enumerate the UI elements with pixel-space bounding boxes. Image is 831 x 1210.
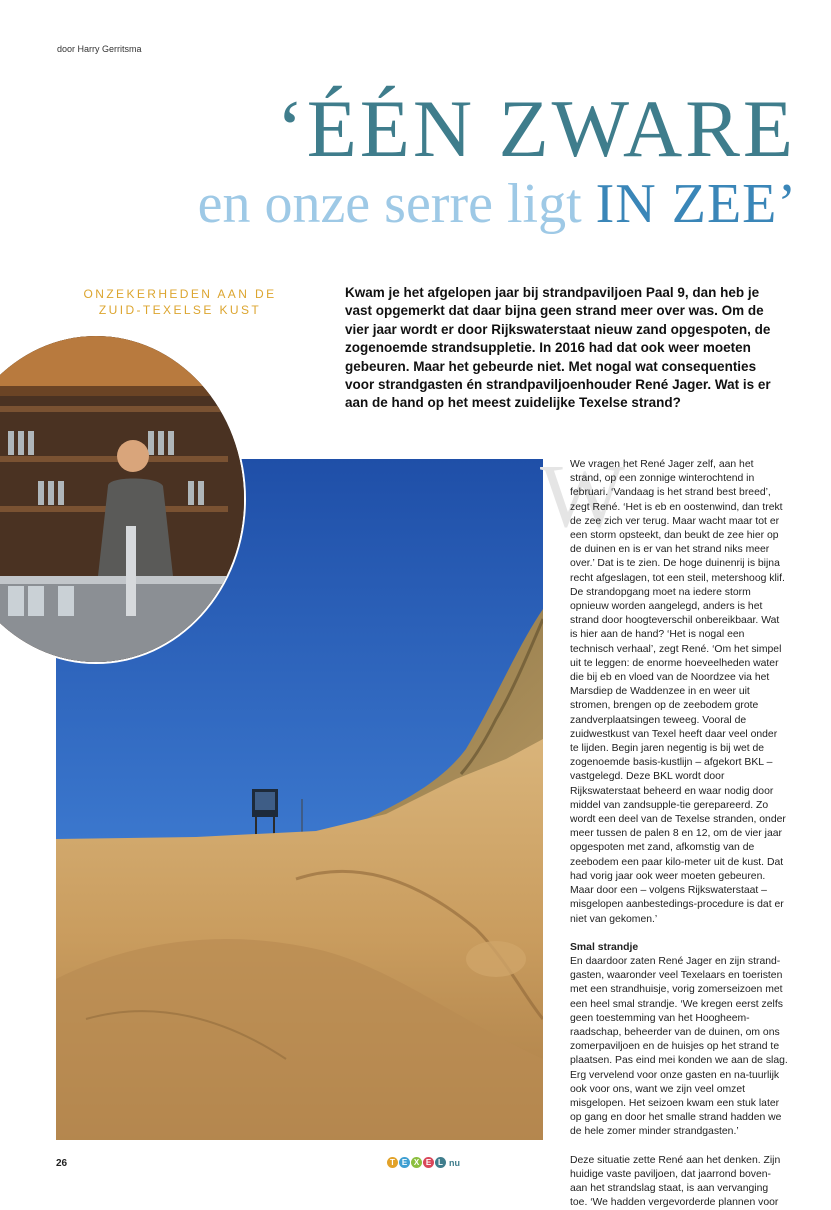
logo-letter-x: X	[411, 1157, 422, 1168]
logo-letter-t: T	[387, 1157, 398, 1168]
article-body	[570, 458, 788, 1210]
logo-letter-l: L	[435, 1157, 446, 1168]
intro-paragraph: Kwam je het afgelopen jaar bij strandpaviljoen Paal 9, dan heb je vast opgemerkt dat daar bijna geen strand meer over was. Om de vier jaar wordt er door Rijkswaterstaat nieuw zand opgespoten, de zogenoemde strandsuppletie. In 2016 had dat ook weer moeten gebeuren. Maar het gebeurde niet. Met nogal wat consequenties voor strandgasten én strandpaviljoenhouder René Jager. Wat is er aan de hand op het meest zuidelijke Texelse strand?	[345, 285, 771, 411]
headline-line-1: ‘ÉÉN ZWARE	[276, 83, 796, 174]
headline-line-2-strong: IN ZEE’	[595, 173, 797, 235]
byline: door Harry Gerritsma	[57, 44, 142, 54]
kicker: ONZEKERHEDEN AAN DE ZUID-TEXELSE KUST	[83, 287, 277, 317]
section-heading: Smal strandje	[570, 941, 639, 953]
logo-letter-e2: E	[423, 1157, 434, 1168]
texel-nu-logo	[387, 1157, 460, 1168]
logo-suffix: nu	[449, 1157, 460, 1168]
logo-letter-e: E	[399, 1157, 410, 1168]
headline-line-2	[0, 173, 797, 235]
body-paragraph-2: En daardoor zaten René Jager en zijn strand-gasten, waaronder veel Texelaars en toeristen met een strandhuisje, vorig zomerseizoen met een heel smal strandje. ‘We kregen eerst zelfs geen toestemming van het Hoogheem-raadschap, beheerder van de duinen, om ons zomerpaviljoen en de huisjes op het strand te plaatsen. Pas eind mei konden we aan de slag. Erg vervelend voor onze gasten en na-tuurlijk ook voor ons, want we zijn veel omzet misgelopen. Het seizoen kwam een stuk later op gang en door het smalle strand hadden we de hele zomer minder strandgasten.’	[570, 955, 788, 1138]
dropcap: W	[540, 447, 625, 546]
headline-line-2-plain: en onze serre ligt	[197, 173, 596, 235]
body-paragraph-1: We vragen het René Jager zelf, aan het strand, op een zonnige winterochtend in februari. ‘Vandaag is het strand best breed’, zegt René. ‘Het is eb en oostenwind, dan trekt de zee zich ver terug. Maar wacht maar tot er een storm opsteekt, dan beukt de zee hier op de duinen en is er van het strand niks meer over.’ Dat is te zien. De hoge duinenrij is bijna recht afgeslagen, tot een steil, metershoog klif. De strandopgang moet na iedere storm opnieuw worden aangelegd, anders is het strand door hoogteverschil onbereikbaar. Wat is hier aan de hand? ‘Het is nogal een technisch verhaal’, zegt René. ‘Om het simpel uit te leggen: de enorme hoeveelheden water die bij eb en vloed van de Noordzee via het Marsdiep de Waddenzee in en weer uit stromen, brengen op de zeebodem grote zandverplaatsingen teweeg. Vooral de zuidwestkust van Texel heeft daar veel onder te lijden. Begin jaren negentig is bij wet de zogenoemde basis-kustlijn – afgekort BKL – vastgelegd. Deze BKL wordt door Rijkswaterstaat beheerd en waar nodig door middel van zandsupple-tie gerepareerd. Zo wordt een deel van de Texelse stranden, onder meer tussen de palen 8 en 12, om de vier jaar opgespoten met zand, afkomstig van de zeebodem een paar kilo-meter uit de kust. Dat had vorig jaar ook weer moeten gebeuren. Maar door een – volgens Rijkswaterstaat – misgelopen aanbestedings-procedure is dat er niet van gekomen.’	[570, 459, 786, 925]
body-paragraph-3: Deze situatie zette René aan het denken. Zijn huidige vaste paviljoen, dat jaarrond boven-aan het strandslag staat, is aan vervanging toe. ‘We hadden vergevorderde plannen voor	[570, 1154, 781, 1209]
page-number: 26	[56, 1158, 68, 1169]
